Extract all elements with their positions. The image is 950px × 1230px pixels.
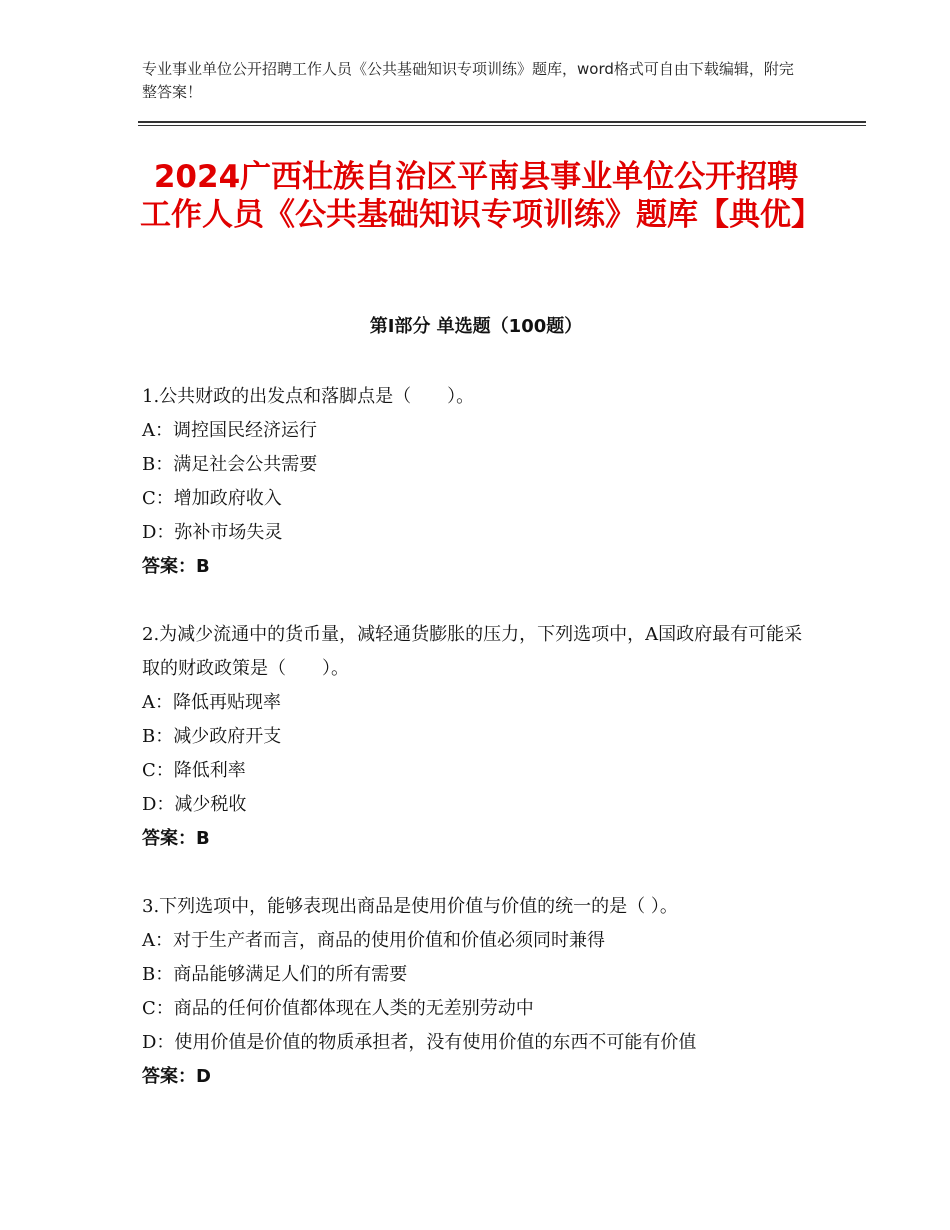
question-stem: 2.为减少流通中的货币量，减轻通货膨胀的压力，下列选项中，A国政府最有可能采取的财政政策是（ ）。 <box>142 624 803 679</box>
answer: 答案：B <box>142 828 210 849</box>
option-c: C：增加政府收入 <box>142 488 282 509</box>
option-d: D：弥补市场失灵 <box>142 522 283 543</box>
option-b: B：减少政府开支 <box>142 726 282 747</box>
option-c: C：商品的任何价值都体现在人类的无差别劳动中 <box>142 998 534 1019</box>
question-2 <box>142 618 822 856</box>
question-1 <box>142 380 822 584</box>
answer: 答案：D <box>142 1066 211 1087</box>
option-d: D：减少税收 <box>142 794 247 815</box>
question-stem: 1.公共财政的出发点和落脚点是（ ）。 <box>142 386 475 407</box>
header-rule-thick <box>138 121 866 123</box>
header-rule-thin <box>138 125 866 126</box>
option-a: A：对于生产者而言，商品的使用价值和价值必须同时兼得 <box>142 930 605 951</box>
header-note: 专业事业单位公开招聘工作人员《公共基础知识专项训练》题库，word格式可自由下载编辑，附完整答案！ <box>142 60 794 101</box>
question-stem: 3.下列选项中，能够表现出商品是使用价值与价值的统一的是（ ）。 <box>142 896 678 917</box>
question-list <box>142 380 822 1128</box>
option-d: D：使用价值是价值的物质承担者，没有使用价值的东西不可能有价值 <box>142 1032 697 1053</box>
option-b: B：满足社会公共需要 <box>142 454 318 475</box>
question-3 <box>142 890 822 1094</box>
option-b: B：商品能够满足人们的所有需要 <box>142 964 408 985</box>
option-c: C：降低利率 <box>142 760 246 781</box>
option-a: A：调控国民经济运行 <box>142 420 317 441</box>
option-a: A：降低再贴现率 <box>142 692 281 713</box>
answer: 答案：B <box>142 556 210 577</box>
document-title: 2024广西壮族自治区平南县事业单位公开招聘工作人员《公共基础知识专项训练》题库【典优】 <box>140 159 822 233</box>
section-heading: 第Ⅰ部分 单选题（100题） <box>369 316 583 337</box>
